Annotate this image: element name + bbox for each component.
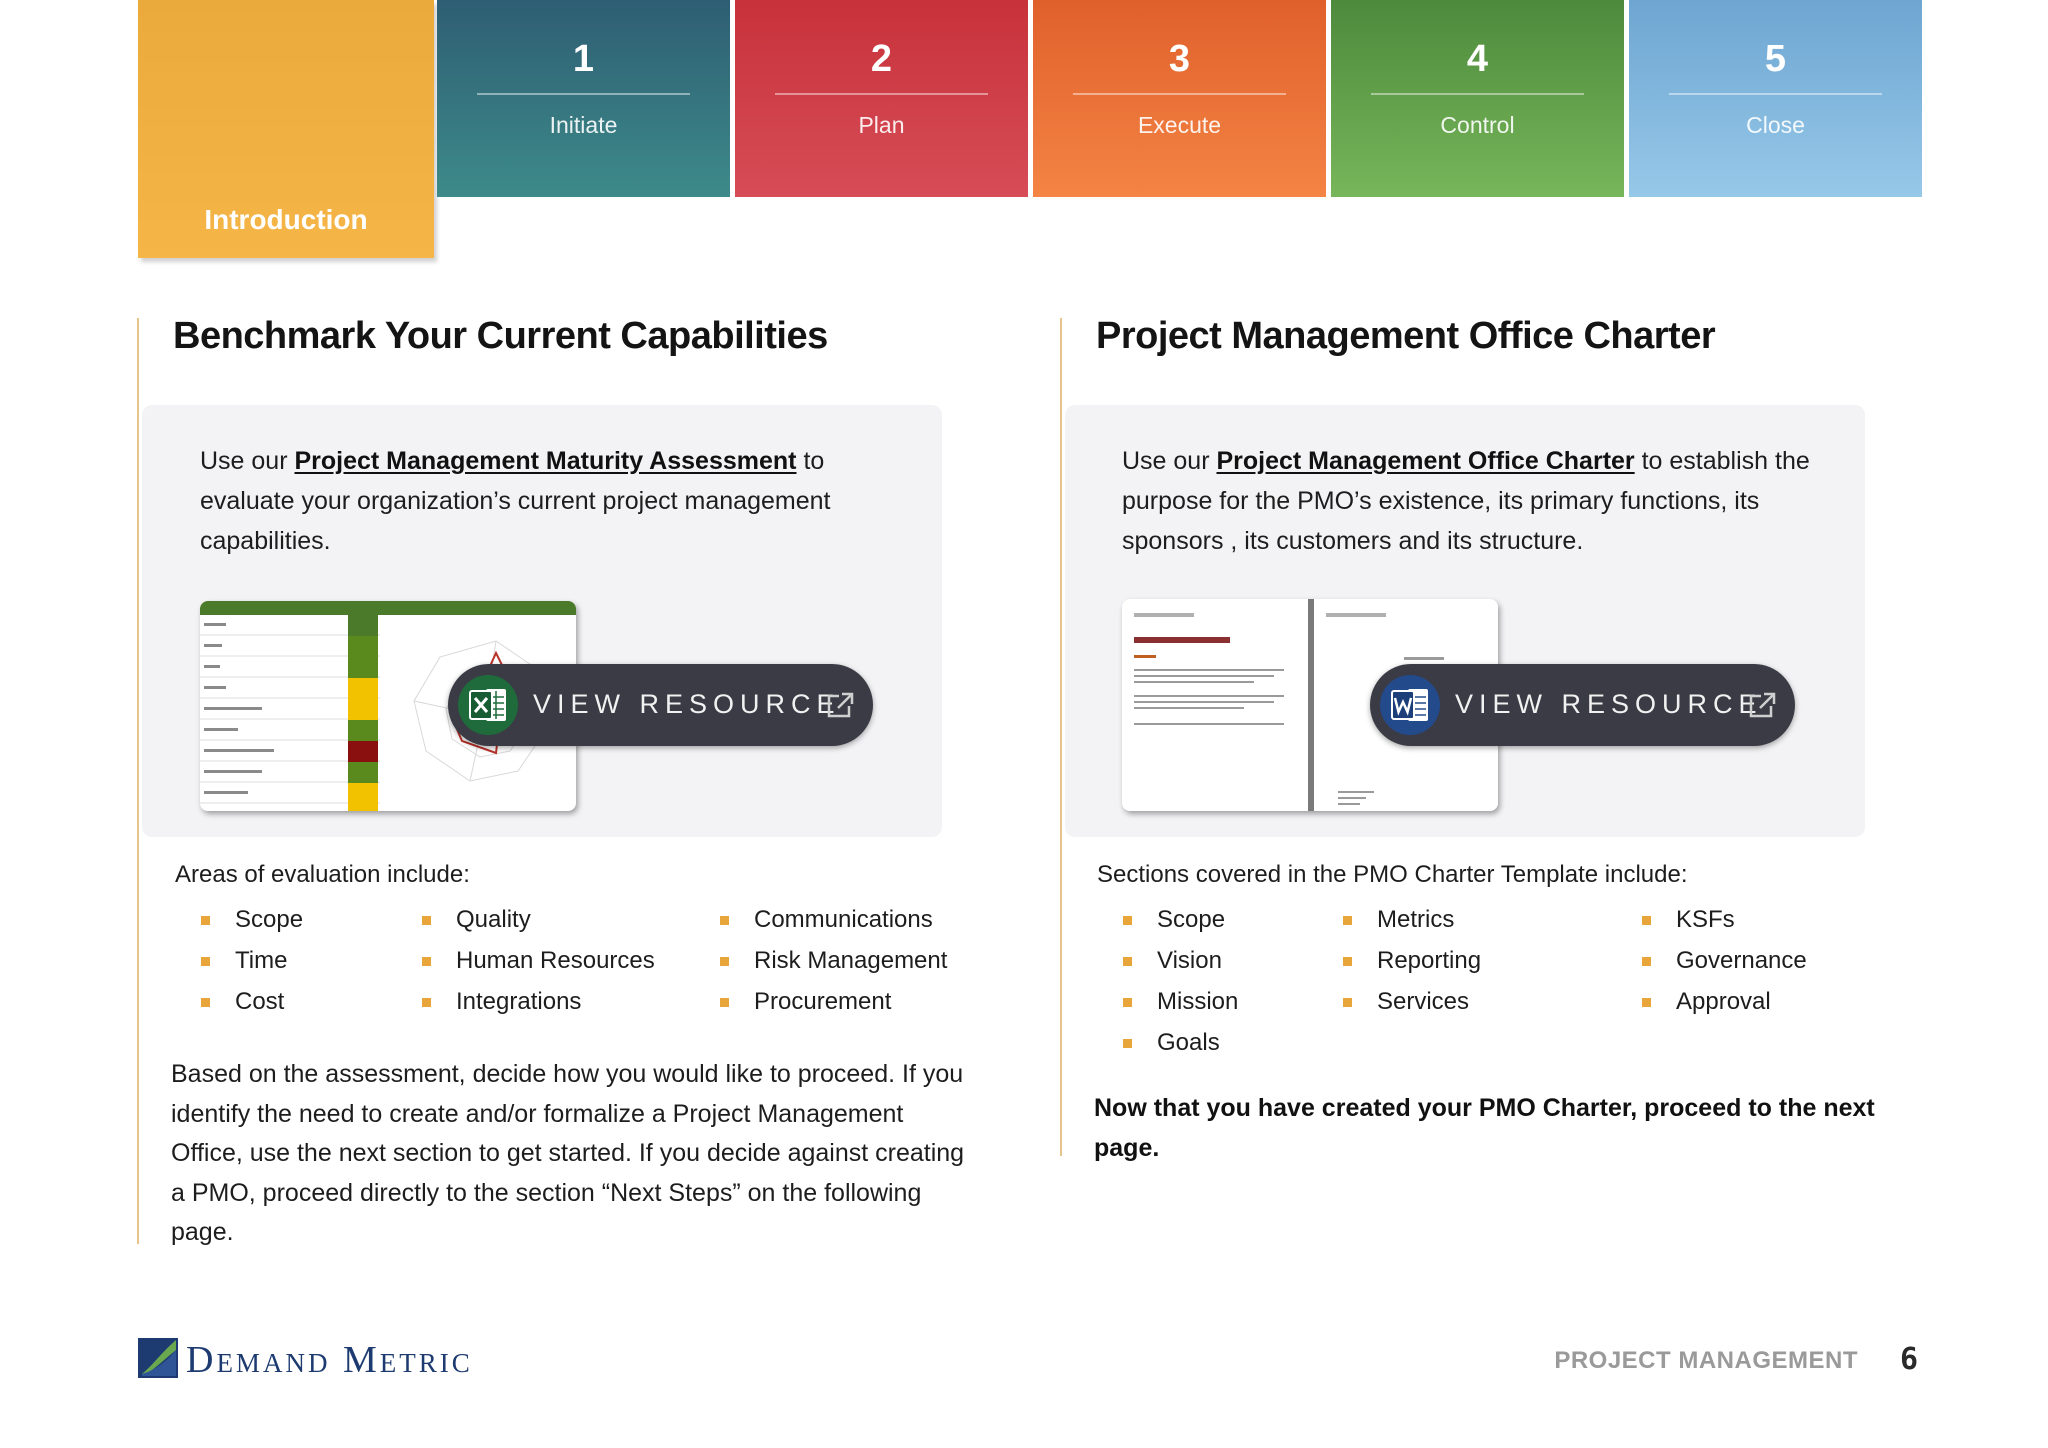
bullet-icon bbox=[1123, 957, 1132, 966]
tab-number: 5 bbox=[1764, 38, 1787, 80]
list-item-text: Risk Management bbox=[754, 947, 948, 974]
bullet-icon bbox=[1343, 998, 1352, 1007]
tab-divider bbox=[1371, 93, 1584, 95]
bullet-icon bbox=[720, 998, 729, 1007]
tab-divider bbox=[1073, 93, 1286, 95]
list-item-text: Scope bbox=[235, 906, 304, 933]
tab-close[interactable] bbox=[1629, 0, 1922, 197]
list-item bbox=[1642, 947, 1807, 988]
external-link-icon bbox=[825, 691, 855, 724]
demand-metric-mark-icon bbox=[138, 1336, 180, 1380]
excel-icon bbox=[458, 675, 518, 735]
list-item-text: Reporting bbox=[1377, 947, 1482, 974]
list-item-text: Human Resources bbox=[456, 947, 655, 974]
list-item bbox=[422, 947, 655, 988]
description-suffix: to establish the purpose for the PMO’s existence, its primary functions, its sponsors , its customers and its structure. bbox=[1122, 447, 1810, 555]
description-prefix: Use our bbox=[1122, 447, 1217, 475]
list-item-text: Governance bbox=[1676, 947, 1807, 974]
right-section-title: Project Management Office Charter bbox=[1096, 315, 1716, 357]
charter-sections-list-3 bbox=[1642, 906, 1807, 1029]
bullet-icon bbox=[422, 957, 431, 966]
list-item bbox=[201, 988, 303, 1029]
tab-introduction-label: Introduction bbox=[204, 204, 368, 235]
evaluation-areas-list-1 bbox=[201, 906, 303, 1029]
tab-label: Initiate bbox=[549, 112, 618, 138]
tab-divider bbox=[775, 93, 988, 95]
list-item-text: Procurement bbox=[754, 988, 892, 1015]
bullet-icon bbox=[422, 916, 431, 925]
list-item bbox=[1123, 988, 1238, 1029]
view-resource-label: VIEW RESOURCE bbox=[533, 689, 841, 719]
list-item-text: Cost bbox=[235, 988, 285, 1015]
charter-sections-intro: Sections covered in the PMO Charter Template include: bbox=[1097, 861, 1688, 888]
bullet-icon bbox=[720, 916, 729, 925]
list-item bbox=[1123, 906, 1238, 947]
list-item bbox=[201, 947, 303, 988]
bullet-icon bbox=[720, 957, 729, 966]
maturity-assessment-link[interactable]: Project Management Maturity Assessment bbox=[294, 447, 797, 475]
list-item-text: Mission bbox=[1157, 988, 1239, 1015]
demand-metric-logo bbox=[138, 1336, 598, 1384]
view-resource-label: VIEW RESOURCE bbox=[1455, 689, 1763, 719]
list-item bbox=[720, 906, 947, 947]
bullet-icon bbox=[1642, 998, 1651, 1007]
word-icon bbox=[1380, 675, 1440, 735]
assessment-next-steps-paragraph: Based on the assessment, decide how you would like to proceed. If you identify the need to create and/or formalize a Project Management Office, use the next section to get started. If you decide against creating a PMO, proceed directly to the section “Next Steps” on the following page. bbox=[171, 1060, 965, 1246]
list-item bbox=[422, 906, 655, 947]
list-item bbox=[1123, 1029, 1238, 1070]
tab-initiate[interactable] bbox=[437, 0, 730, 197]
pmo-charter-description bbox=[1122, 441, 1822, 561]
tab-control[interactable] bbox=[1331, 0, 1624, 197]
tab-number: 1 bbox=[572, 38, 595, 80]
tab-introduction[interactable] bbox=[138, 0, 434, 258]
list-item bbox=[1642, 988, 1807, 1029]
list-item bbox=[422, 988, 655, 1029]
tab-label: Control bbox=[1440, 112, 1515, 138]
list-item bbox=[1642, 906, 1807, 947]
list-item-text: Metrics bbox=[1377, 906, 1455, 933]
list-item-text: Scope bbox=[1157, 906, 1226, 933]
list-item-text: Quality bbox=[456, 906, 531, 933]
bullet-icon bbox=[1343, 957, 1352, 966]
bullet-icon bbox=[422, 998, 431, 1007]
tab-number: 3 bbox=[1168, 38, 1191, 80]
list-item-text: Integrations bbox=[456, 988, 582, 1015]
list-item-text: Communications bbox=[754, 906, 933, 933]
list-item-text: KSFs bbox=[1676, 906, 1735, 933]
list-item-text: Time bbox=[235, 947, 288, 974]
bullet-icon bbox=[1123, 916, 1132, 925]
list-item-text: Vision bbox=[1157, 947, 1222, 974]
charter-sections-list-1 bbox=[1123, 906, 1238, 1070]
bullet-icon bbox=[1123, 1039, 1132, 1048]
list-item bbox=[201, 906, 303, 947]
tab-number: 4 bbox=[1466, 38, 1489, 80]
list-item-text: Services bbox=[1377, 988, 1470, 1015]
pmo-charter-link[interactable]: Project Management Office Charter bbox=[1216, 447, 1635, 475]
left-section-title: Benchmark Your Current Capabilities bbox=[173, 315, 828, 357]
maturity-assessment-description bbox=[200, 441, 890, 561]
evaluation-areas-list-2 bbox=[422, 906, 655, 1029]
charter-closing-instruction: Now that you have created your PMO Charter, proceed to the next page. bbox=[1094, 1094, 1875, 1162]
brand-name: Demand Metric bbox=[186, 1339, 473, 1381]
tab-execute[interactable] bbox=[1033, 0, 1326, 197]
description-prefix: Use our bbox=[200, 447, 295, 475]
tab-label: Plan bbox=[858, 112, 905, 138]
right-column-rule bbox=[1060, 318, 1062, 1156]
charter-sections-list-2 bbox=[1343, 906, 1481, 1029]
description-suffix: to evaluate your organization’s current project management capabilities. bbox=[200, 447, 831, 555]
list-item-text: Approval bbox=[1676, 988, 1771, 1015]
list-item-text: Goals bbox=[1157, 1029, 1220, 1056]
tab-label: Close bbox=[1746, 112, 1805, 138]
bullet-icon bbox=[201, 957, 210, 966]
bullet-icon bbox=[1123, 998, 1132, 1007]
bullet-icon bbox=[1642, 916, 1651, 925]
list-item bbox=[1343, 947, 1481, 988]
list-item bbox=[1123, 947, 1238, 988]
view-maturity-assessment-button[interactable] bbox=[448, 664, 873, 746]
bullet-icon bbox=[201, 998, 210, 1007]
tab-number: 2 bbox=[870, 38, 893, 80]
tab-divider bbox=[1669, 93, 1882, 95]
list-item bbox=[1343, 906, 1481, 947]
evaluation-areas-list-3 bbox=[720, 906, 947, 1029]
page-number: 6 bbox=[1899, 1342, 1918, 1377]
tab-plan[interactable] bbox=[735, 0, 1028, 197]
footer-section-label: PROJECT MANAGEMENT bbox=[1554, 1347, 1858, 1374]
bullet-icon bbox=[201, 916, 210, 925]
external-link-icon bbox=[1747, 691, 1777, 724]
evaluation-areas-intro: Areas of evaluation include: bbox=[175, 861, 470, 888]
tab-label: Execute bbox=[1137, 112, 1222, 138]
tab-divider bbox=[477, 93, 690, 95]
left-column-rule bbox=[137, 318, 139, 1244]
list-item bbox=[720, 988, 947, 1029]
list-item bbox=[1343, 988, 1481, 1029]
view-pmo-charter-button[interactable] bbox=[1370, 664, 1795, 746]
bullet-icon bbox=[1343, 916, 1352, 925]
list-item bbox=[720, 947, 947, 988]
bullet-icon bbox=[1642, 957, 1651, 966]
